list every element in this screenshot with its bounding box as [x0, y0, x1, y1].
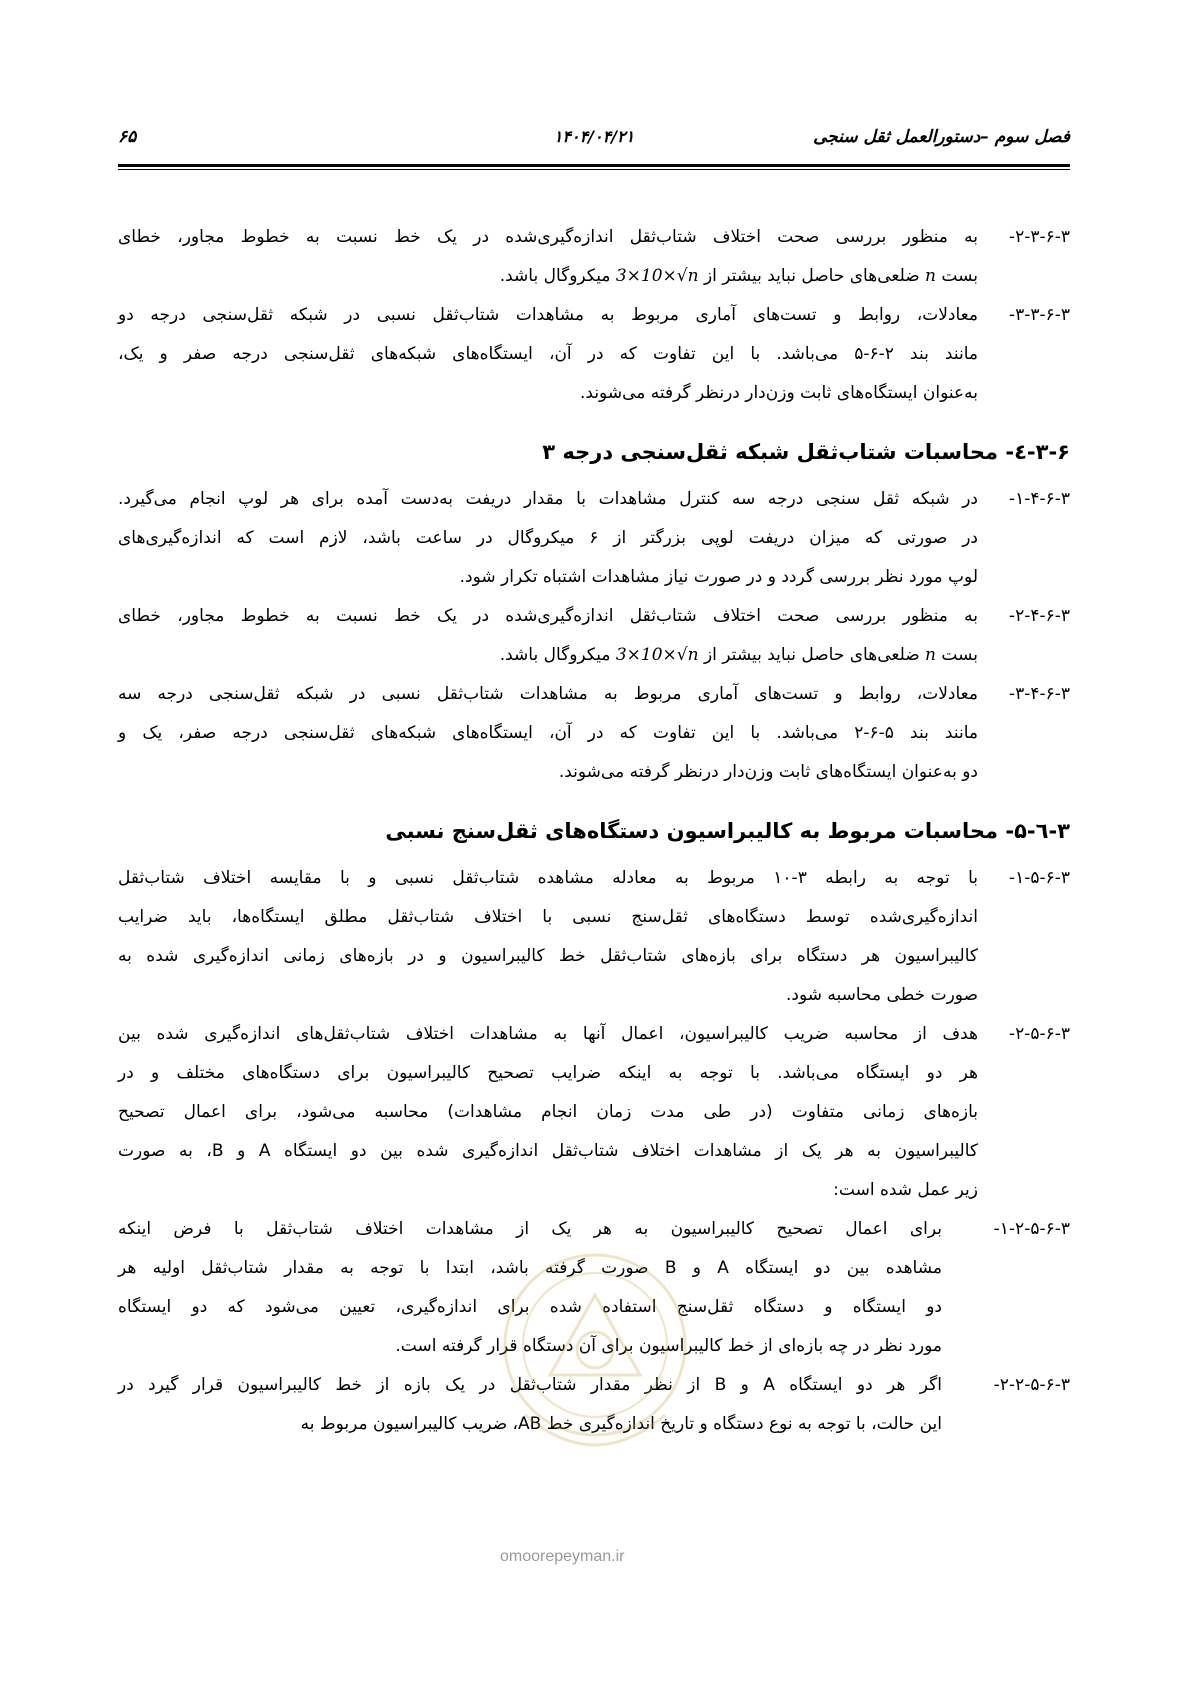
clause-3-6-5-2-2 [118, 1366, 1070, 1444]
text-line: به منظور بررسی صحت اختلاف شتاب‌ثقل اندازه‌گیری‌شده در یک خط نسبت به خطوط مجاور، خطای [118, 227, 978, 247]
text-line: به‌عنوان ایستگاه‌های ثابت وزن‌دار درنظر گرفته می‌شوند. [580, 383, 978, 403]
text-fragment: میکروگال باشد. [499, 645, 611, 665]
text-line: هدف از محاسبه ضریب کالیبراسیون، اعمال آنها به مشاهدات اختلاف شتاب‌ثقل‌های اندازه‌گیری شده بین [118, 1024, 978, 1044]
clause-text [118, 675, 978, 792]
clause-3-6-4-1 [118, 480, 1070, 597]
clause-text [118, 597, 978, 675]
clause-number: ۳-۴-۶-۳- [1008, 684, 1070, 704]
header-rule-thin [118, 169, 1070, 170]
clause-number: ۲-۳-۶-۳- [1008, 227, 1070, 247]
clause-3-6-3-3 [118, 296, 1070, 413]
text-line: برای اعمال تصحیح کالیبراسیون به هر یک از مشاهدات اختلاف شتاب‌ثقل با فرض اینکه [118, 1219, 942, 1239]
closure-formula: 3×10×√n [615, 266, 699, 286]
text-line: اندازه‌گیری‌شده توسط دستگاه‌های ثقل‌سنج نسبی با اختلاف شتاب‌ثقل مطلق ایستگاه‌ها، باید ضرایب [118, 907, 978, 927]
text-line: مشاهده بین دو ایستگاه A و B صورت گرفته باشد، ابتدا با توجه به مقدار شتاب‌ثقل اولیه هر [118, 1258, 942, 1278]
section-heading-3-6-5: ۳-٦-۵- محاسبات مربوط به کالیبراسیون دستگاه‌های ثقل‌سنج نسبی [385, 819, 1070, 843]
page-header [118, 127, 1070, 159]
header-date: ۱۴۰۴/۰۴/۲۱ [553, 127, 635, 146]
clause-number: ۲-۵-۶-۳- [1008, 1024, 1070, 1044]
page-body [118, 218, 1070, 1444]
text-fragment: ضلعی‌های حاصل نباید بیشتر از [703, 645, 920, 665]
clause-text [118, 1366, 942, 1444]
text-fragment: بست [941, 266, 978, 286]
clause-number: ۱-۴-۶-۳- [1008, 489, 1070, 509]
text-line: کالیبراسیون به هر یک از مشاهدات اختلاف شتاب‌ثقل اندازه‌گیری شده بین دو ایستگاه A و B، به صورت [118, 1141, 978, 1161]
text-line: در شبکه ثقل سنجی درجه سه کنترل مشاهدات با مقدار دریفت به‌دست آمده برای هر لوپ انجام می‌گیرد. [118, 489, 978, 509]
text-line: کالیبراسیون هر دستگاه برای بازه‌های شتاب‌ثقل خط کالیبراسیون و در بازه‌های زمانی اندازه‌گیری شده به [118, 946, 978, 966]
clause-text [118, 480, 978, 597]
text-line: مانند بند ۲-۶-۵ می‌باشد. با این تفاوت که در آن، ایستگاه‌های شبکه‌های ثقل‌سنجی درجه صفر و یک، [118, 344, 978, 364]
text-line: در صورتی که میزان دریفت لوپی بزرگتر از ۶ میکروگال در ساعت باشد، لازم است که اندازه‌گیری‌های [118, 528, 978, 548]
clause-3-6-5-1 [118, 859, 1070, 1015]
clause-number: ۳-۳-۶-۳- [1008, 305, 1070, 325]
text-fragment: میکروگال باشد. [499, 266, 611, 286]
chapter-title: فصل سوم –دستورالعمل ثقل سنجی [813, 127, 1070, 147]
text-line [118, 636, 978, 675]
clause-3-6-4-2 [118, 597, 1070, 675]
text-line: هر دو ایستگاه می‌باشد. با توجه به اینکه ضرایب تصحیح کالیبراسیون برای دستگاه‌های مختلف و در [118, 1063, 978, 1083]
text-fragment: ضلعی‌های حاصل نباید بیشتر از [703, 266, 920, 286]
clause-text [118, 1210, 942, 1366]
clause-3-6-4-3 [118, 675, 1070, 792]
clause-3-6-5-2 [118, 1015, 1070, 1210]
text-line: مورد نظر در چه بازه‌ای از خط کالیبراسیون برای آن دستگاه قرار گرفته است. [395, 1336, 942, 1356]
clause-text [118, 296, 978, 413]
text-line: بازه‌های زمانی متفاوت (در طی مدت زمان انجام مشاهدات) محاسبه می‌شود، برای اعمال تصحیح [118, 1102, 978, 1122]
clause-number: ۲-۴-۶-۳- [1008, 606, 1070, 626]
text-line: دو به‌عنوان ایستگاه‌های ثابت وزن‌دار درنظر گرفته می‌شوند. [558, 762, 978, 782]
clause-number: ۲-۲-۵-۶-۳- [993, 1375, 1070, 1395]
header-rule-thick [118, 164, 1070, 167]
clause-text [118, 1015, 978, 1210]
text-line: معادلات، روابط و تست‌های آماری مربوط به مشاهدات شتاب‌ثقل نسبی در شبکه ثقل‌سنجی درجه دو [118, 305, 978, 325]
math-variable: n [925, 266, 936, 286]
text-line: دو ایستگاه و دستگاه ثقل‌سنج استفاده شده برای اندازه‌گیری، تعیین می‌شود که دو ایستگاه [118, 1297, 942, 1317]
page-number: ۶۵ [118, 127, 137, 147]
clause-text [118, 859, 978, 1015]
math-variable: n [925, 645, 936, 665]
text-line: مانند بند ۵-۶-۲ می‌باشد. با این تفاوت که در آن، ایستگاه‌های شبکه‌های ثقل‌سنجی درجه صفر، یک و [118, 723, 978, 743]
clause-text [118, 218, 978, 296]
section-heading-3-6-4: ۳-۶-٤- محاسبات شتاب‌ثقل شبکه ثقل‌سنجی درجه ۳ [542, 440, 1070, 464]
clause-number: ۱-۲-۵-۶-۳- [993, 1219, 1070, 1239]
text-line: اگر هر دو ایستگاه A و B از نظر مقدار شتاب‌ثقل در یک بازه از خط کالیبراسیون قرار گیرد در [118, 1375, 942, 1395]
text-fragment: بست [941, 645, 978, 665]
closure-formula: 3×10×√n [615, 645, 699, 665]
text-line: زیر عمل شده است: [833, 1180, 978, 1200]
text-line: به منظور بررسی صحت اختلاف شتاب‌ثقل اندازه‌گیری‌شده در یک خط نسبت به خطوط مجاور، خطای [118, 606, 978, 626]
text-line: با توجه به رابطه ۳-۱۰ مربوط به معادله مشاهده شتاب‌ثقل نسبی و با مقایسه اختلاف شتاب‌ثقل [118, 868, 978, 888]
text-line: لوپ مورد نظر بررسی گردد و در صورت نیاز مشاهدات اشتباه تکرار شود. [459, 567, 978, 587]
text-line: این حالت، با توجه به نوع دستگاه و تاریخ اندازه‌گیری خط AB، ضریب کالیبراسیون مربوط به [300, 1414, 942, 1434]
watermark-url: omoorepeyman.ir [500, 1548, 625, 1565]
clause-3-6-3-2 [118, 218, 1070, 296]
text-line: صورت خطی محاسبه شود. [785, 985, 978, 1005]
text-line [118, 257, 978, 296]
text-line: معادلات، روابط و تست‌های آماری مربوط به مشاهدات شتاب‌ثقل نسبی در شبکه ثقل‌سنجی درجه سه [118, 684, 978, 704]
clause-3-6-5-2-1 [118, 1210, 1070, 1366]
clause-number: ۱-۵-۶-۳- [1008, 868, 1070, 888]
